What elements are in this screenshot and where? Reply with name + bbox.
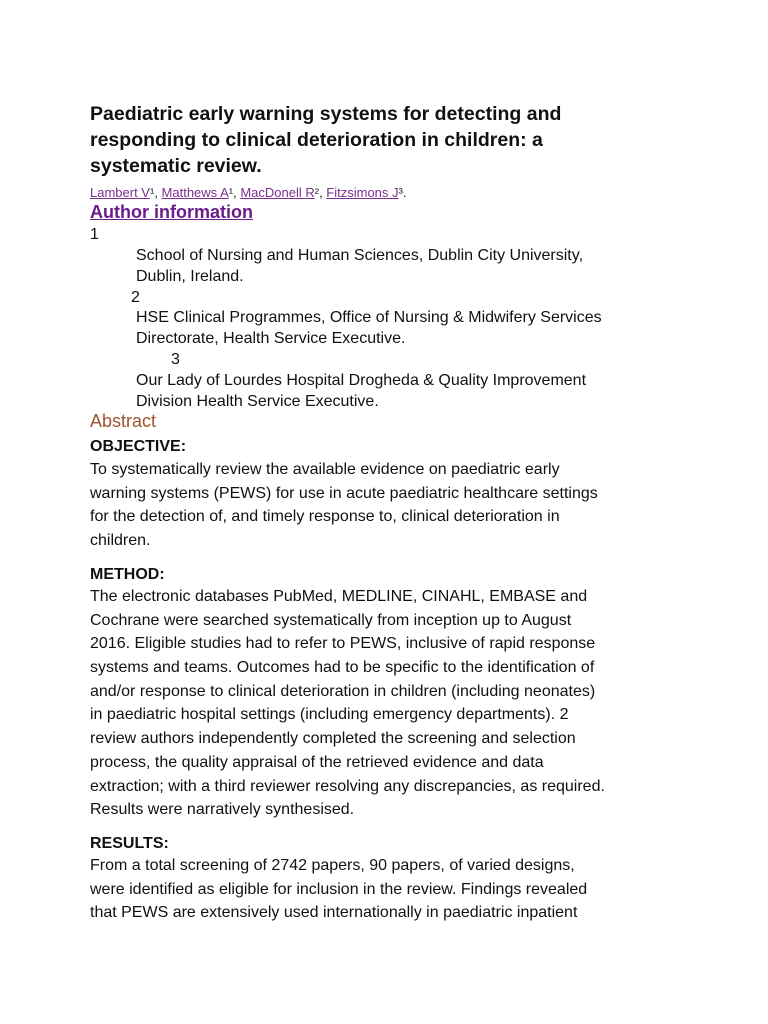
affiliation-number: 3 <box>171 351 180 368</box>
affiliation-line: Directorate, Health Service Executive. <box>136 330 406 347</box>
author-information-toggle[interactable]: Author information <box>90 202 253 222</box>
paragraph-line: Results were narratively synthesised. <box>90 801 355 819</box>
affiliation-line: School of Nursing and Human Sciences, Dublin City University, <box>136 247 584 264</box>
author-affiliation-marker: ¹, <box>149 185 162 200</box>
method-label: METHOD: <box>90 566 165 583</box>
affiliation-number: 1 <box>90 226 99 243</box>
paragraph-line: that PEWS are extensively used internationally in paediatric inpatient <box>90 904 578 922</box>
paragraph-line: review authors independently completed the screening and selection <box>90 730 576 748</box>
author-affiliation-marker: ³. <box>398 185 407 200</box>
affiliation-line: HSE Clinical Programmes, Office of Nursing & Midwifery Services <box>136 309 602 326</box>
paragraph-line: process, the quality appraisal of the retrieved evidence and data <box>90 753 544 771</box>
paragraph-line: Cochrane were searched systematically from inception up to August <box>90 611 572 629</box>
paragraph-line: The electronic databases PubMed, MEDLINE, CINAHL, EMBASE and <box>90 588 588 605</box>
author-affiliation-marker: ², <box>314 185 327 200</box>
title-line: Paediatric early warning systems for detecting and <box>90 103 562 125</box>
paragraph-line: were identified as eligible for inclusion in the review. Findings revealed <box>90 880 588 898</box>
results-label: RESULTS: <box>90 835 169 852</box>
paragraph-line: children. <box>90 532 151 550</box>
affiliation-line: Division Health Service Executive. <box>136 393 379 410</box>
abstract-heading: Abstract <box>90 411 157 431</box>
author-list <box>90 185 406 201</box>
paragraph-line: 2016. Eligible studies had to refer to PEWS, inclusive of rapid response <box>90 635 596 653</box>
objective-label: OBJECTIVE: <box>90 438 187 455</box>
method-paragraph <box>90 585 605 822</box>
paragraph-line: and/or response to clinical deterioration in children (including neonates) <box>90 682 596 700</box>
paragraph-line: From a total screening of 2742 papers, 90 papers, of varied designs, <box>90 857 575 874</box>
author-link[interactable]: MacDonell R <box>240 185 315 200</box>
paragraph-line: warning systems (PEWS) for use in acute paediatric healthcare settings <box>90 484 598 502</box>
title-line: responding to clinical deterioration in children: a <box>90 129 543 151</box>
paragraph-line: extraction; with a third reviewer resolving any discrepancies, as required. <box>90 777 605 795</box>
affiliation-line: Dublin, Ireland. <box>136 268 244 285</box>
paragraph-line: systems and teams. Outcomes had to be specific to the identification of <box>90 659 595 677</box>
paragraph-line: in paediatric hospital settings (including emergency departments). 2 <box>90 706 569 724</box>
affiliation-line: Our Lady of Lourdes Hospital Drogheda & Quality Improvement <box>136 372 587 389</box>
objective-paragraph <box>90 458 598 553</box>
affiliation-number: 2 <box>131 289 140 306</box>
paragraph-line: To systematically review the available evidence on paediatric early <box>90 461 560 478</box>
article-title <box>90 101 561 179</box>
author-link[interactable]: Lambert V <box>90 185 150 200</box>
author-link[interactable]: Fitzsimons J <box>326 185 399 200</box>
results-paragraph <box>90 854 587 925</box>
author-link[interactable]: Matthews A <box>161 185 229 200</box>
paragraph-line: for the detection of, and timely response to, clinical deterioration in <box>90 508 560 526</box>
author-affiliation-marker: ¹, <box>228 185 241 200</box>
title-line: systematic review. <box>90 155 262 177</box>
